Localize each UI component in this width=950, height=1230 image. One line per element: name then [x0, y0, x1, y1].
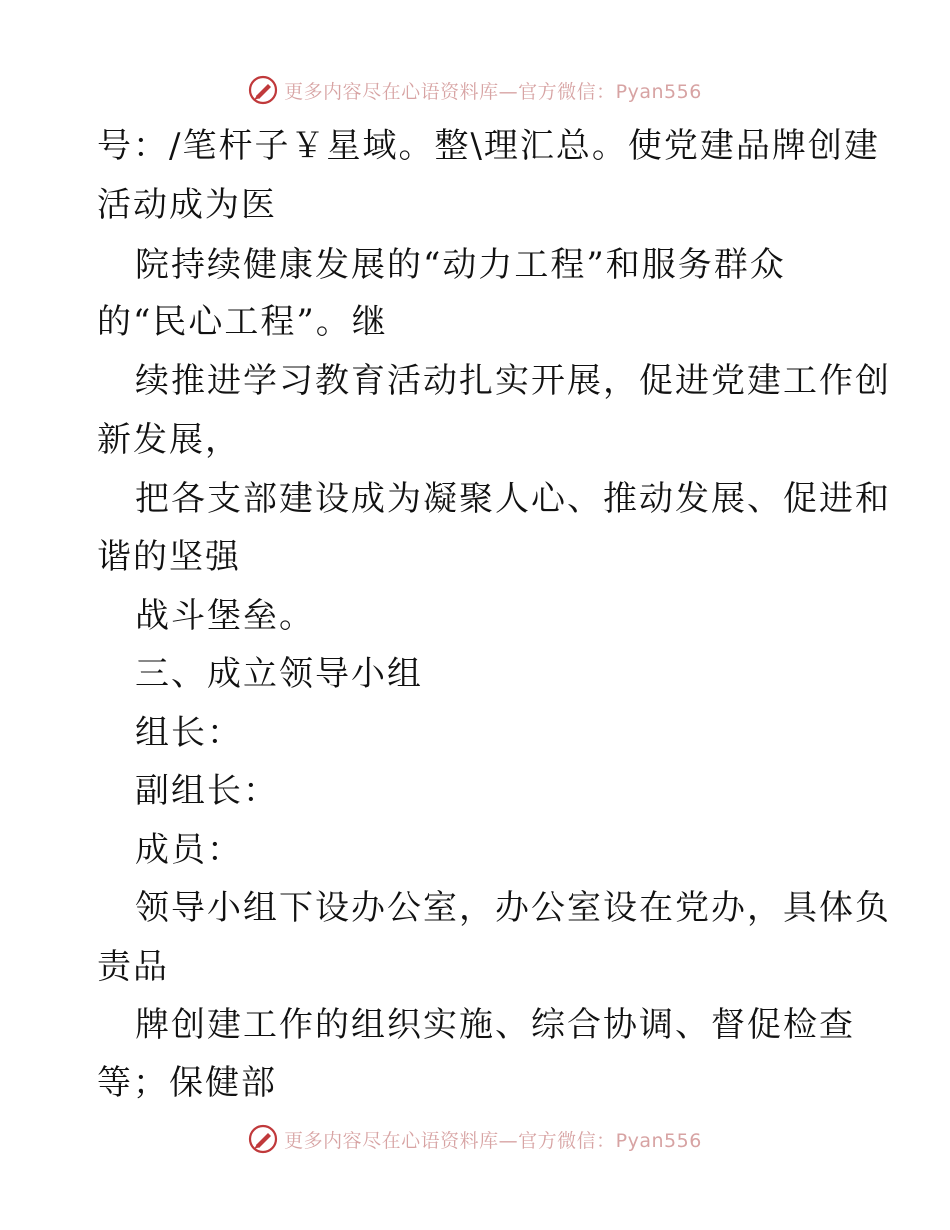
- text-line: 组长：: [135, 713, 243, 753]
- text-line: 号：/笔杆子￥星域。整\理汇总。使党建品牌创建: [97, 126, 880, 166]
- text-line: 领导小组下设办公室，办公室设在党办，具体负: [135, 888, 891, 928]
- text-line: 院持续健康发展的“动力工程”和服务群众: [135, 245, 786, 285]
- section-heading: 三、成立领导小组: [135, 654, 423, 694]
- text-line: 的“民心工程”。继: [97, 302, 388, 342]
- text-line: 责品: [97, 947, 169, 987]
- text-line: 牌创建工作的组织实施、综合协调、督促检查: [135, 1005, 855, 1045]
- text-line: 成员：: [135, 830, 243, 870]
- watermark-text: 更多内容尽在心语资料库—官方微信：Pyan556: [284, 80, 702, 103]
- text-line: 新发展，: [97, 420, 241, 460]
- text-line: 谐的坚强: [97, 537, 241, 577]
- watermark-logo-icon: [248, 75, 278, 105]
- text-line: 续推进学习教育活动扎实开展，促进党建工作创: [135, 361, 891, 401]
- text-line: 副组长：: [135, 771, 279, 811]
- text-line: 等；保健部: [97, 1063, 277, 1103]
- text-line: 把各支部建设成为凝聚人心、推动发展、促进和: [135, 479, 891, 519]
- text-line: 战斗堡垒。: [135, 596, 315, 636]
- watermark-text: 更多内容尽在心语资料库—官方微信：Pyan556: [284, 1129, 702, 1152]
- watermark-logo-icon: [248, 1124, 278, 1154]
- footer-watermark: [0, 1121, 950, 1157]
- text-line: 活动成为医: [97, 185, 277, 225]
- header-watermark: [0, 72, 950, 108]
